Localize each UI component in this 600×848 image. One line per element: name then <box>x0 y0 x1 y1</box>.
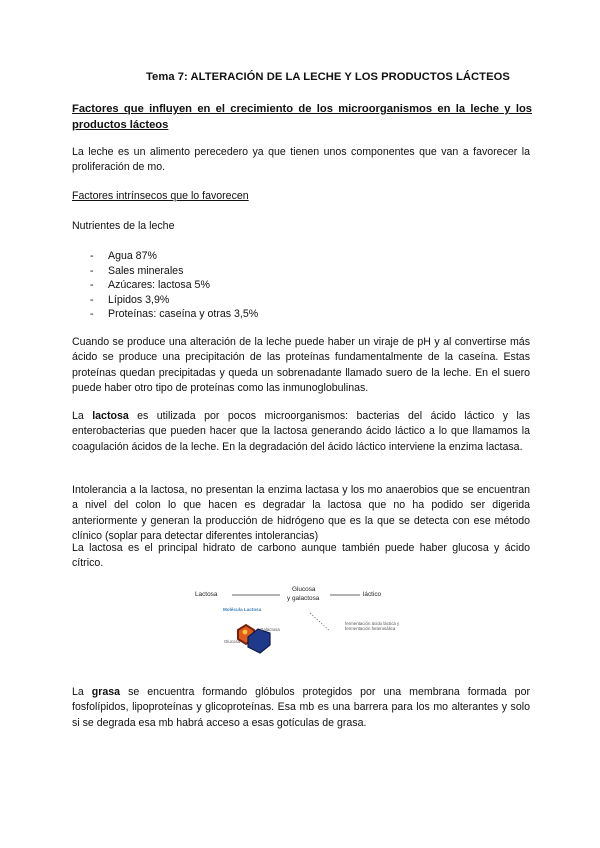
dashed-pointer <box>310 613 330 631</box>
glucosa-tag: Glucosa <box>224 639 241 644</box>
acid-paragraph: Cuando se produce una alteración de la leche puede haber un viraje de pH y al convertirse más ácido se produce una precipitación de las proteínas fundamentalmente de la caseína. Estas proteínas quedan precipitadas y queda un sobrenadante llamado suero de la leche. En el suero puede haber otro tipo de proteínas como las inmunoglobulinas. <box>72 336 530 395</box>
fat-post: se encuentra formando glóbulos protegidos por una membrana formada por fosfolípidos, lipoproteínas y glicoproteínas. Esa mb es una barrera para los mo alterantes y solo si se degrada esa mb habrá acceso a esas gotículas de grasa. <box>72 686 530 729</box>
lactose-diagram <box>180 583 420 658</box>
list-item: - Azúcares: lactosa 5% <box>72 278 258 293</box>
section-heading: Factores que influyen en el crecimiento de los microorganismos en la leche y los productos lácteos <box>72 103 532 131</box>
diagram-lactosa-label: Lactosa <box>195 591 218 598</box>
list-item: - Lípidos 3,9% <box>72 293 258 308</box>
page-title: Tema 7: ALTERACIÓN DE LA LECHE Y LOS PRODUCTOS LÁCTEOS <box>146 71 510 83</box>
diagram-lactico-label: láctico <box>363 591 382 598</box>
intolerance-paragraph: Intolerancia a la lactosa, no presentan la enzima lactasa y los mo anaerobios que se encuentran a nivel del colon lo que hacen es degradar la lactosa que no ha podido ser digerida anteriormente y generan la producción de hidrógeno que es la que se detecta con ese método clínico (soplar para detectar diferentes intolerancias) <box>72 484 530 543</box>
lactose-bold: lactosa <box>92 410 129 422</box>
galactosa-tag: Galactosa <box>260 627 280 632</box>
lactose-paragraph <box>72 409 530 455</box>
fermentation-note: fermentación ácido láctica y fermentación heterosálica <box>345 621 400 632</box>
diagram-galactosa-label: y galactosa <box>287 595 320 602</box>
list-item: - Sales minerales <box>72 264 258 279</box>
nutrients-label: Nutrientes de la leche <box>72 220 175 232</box>
lactose-post: es utilizada por pocos microorganismos: bacterias del ácido láctico y las enterobacterias que pueden hacer que la lactosa generando ácido láctico a lo que llamamos la coagulación ácidos de la leche. En la degradación del ácido láctico interviene la enzima lactasa. <box>72 410 530 453</box>
diagram-glucosa-label: Glucosa <box>292 586 316 593</box>
intro-paragraph: La leche es un alimento perecedero ya que tienen unos componentes que van a favorecer la proliferación de mo. <box>72 146 530 174</box>
molecule-label: Molécula Lactosa <box>223 607 262 612</box>
carbohydrate-paragraph: La lactosa es el principal hidrato de carbono aunque también puede haber glucosa y ácido cítrico. <box>72 542 530 570</box>
list-item: - Agua 87% <box>72 249 258 264</box>
oxygen-atom <box>243 630 248 635</box>
list-item: - Proteínas: caseína y otras 3,5% <box>72 307 258 322</box>
fat-paragraph <box>72 685 530 731</box>
lactose-pre: La <box>72 410 93 422</box>
fat-pre: La <box>72 686 92 698</box>
subheading-intrinsic: Factores intrínsecos que lo favorecen <box>72 190 249 202</box>
nutrients-list <box>72 249 258 322</box>
fat-bold: grasa <box>91 686 121 698</box>
